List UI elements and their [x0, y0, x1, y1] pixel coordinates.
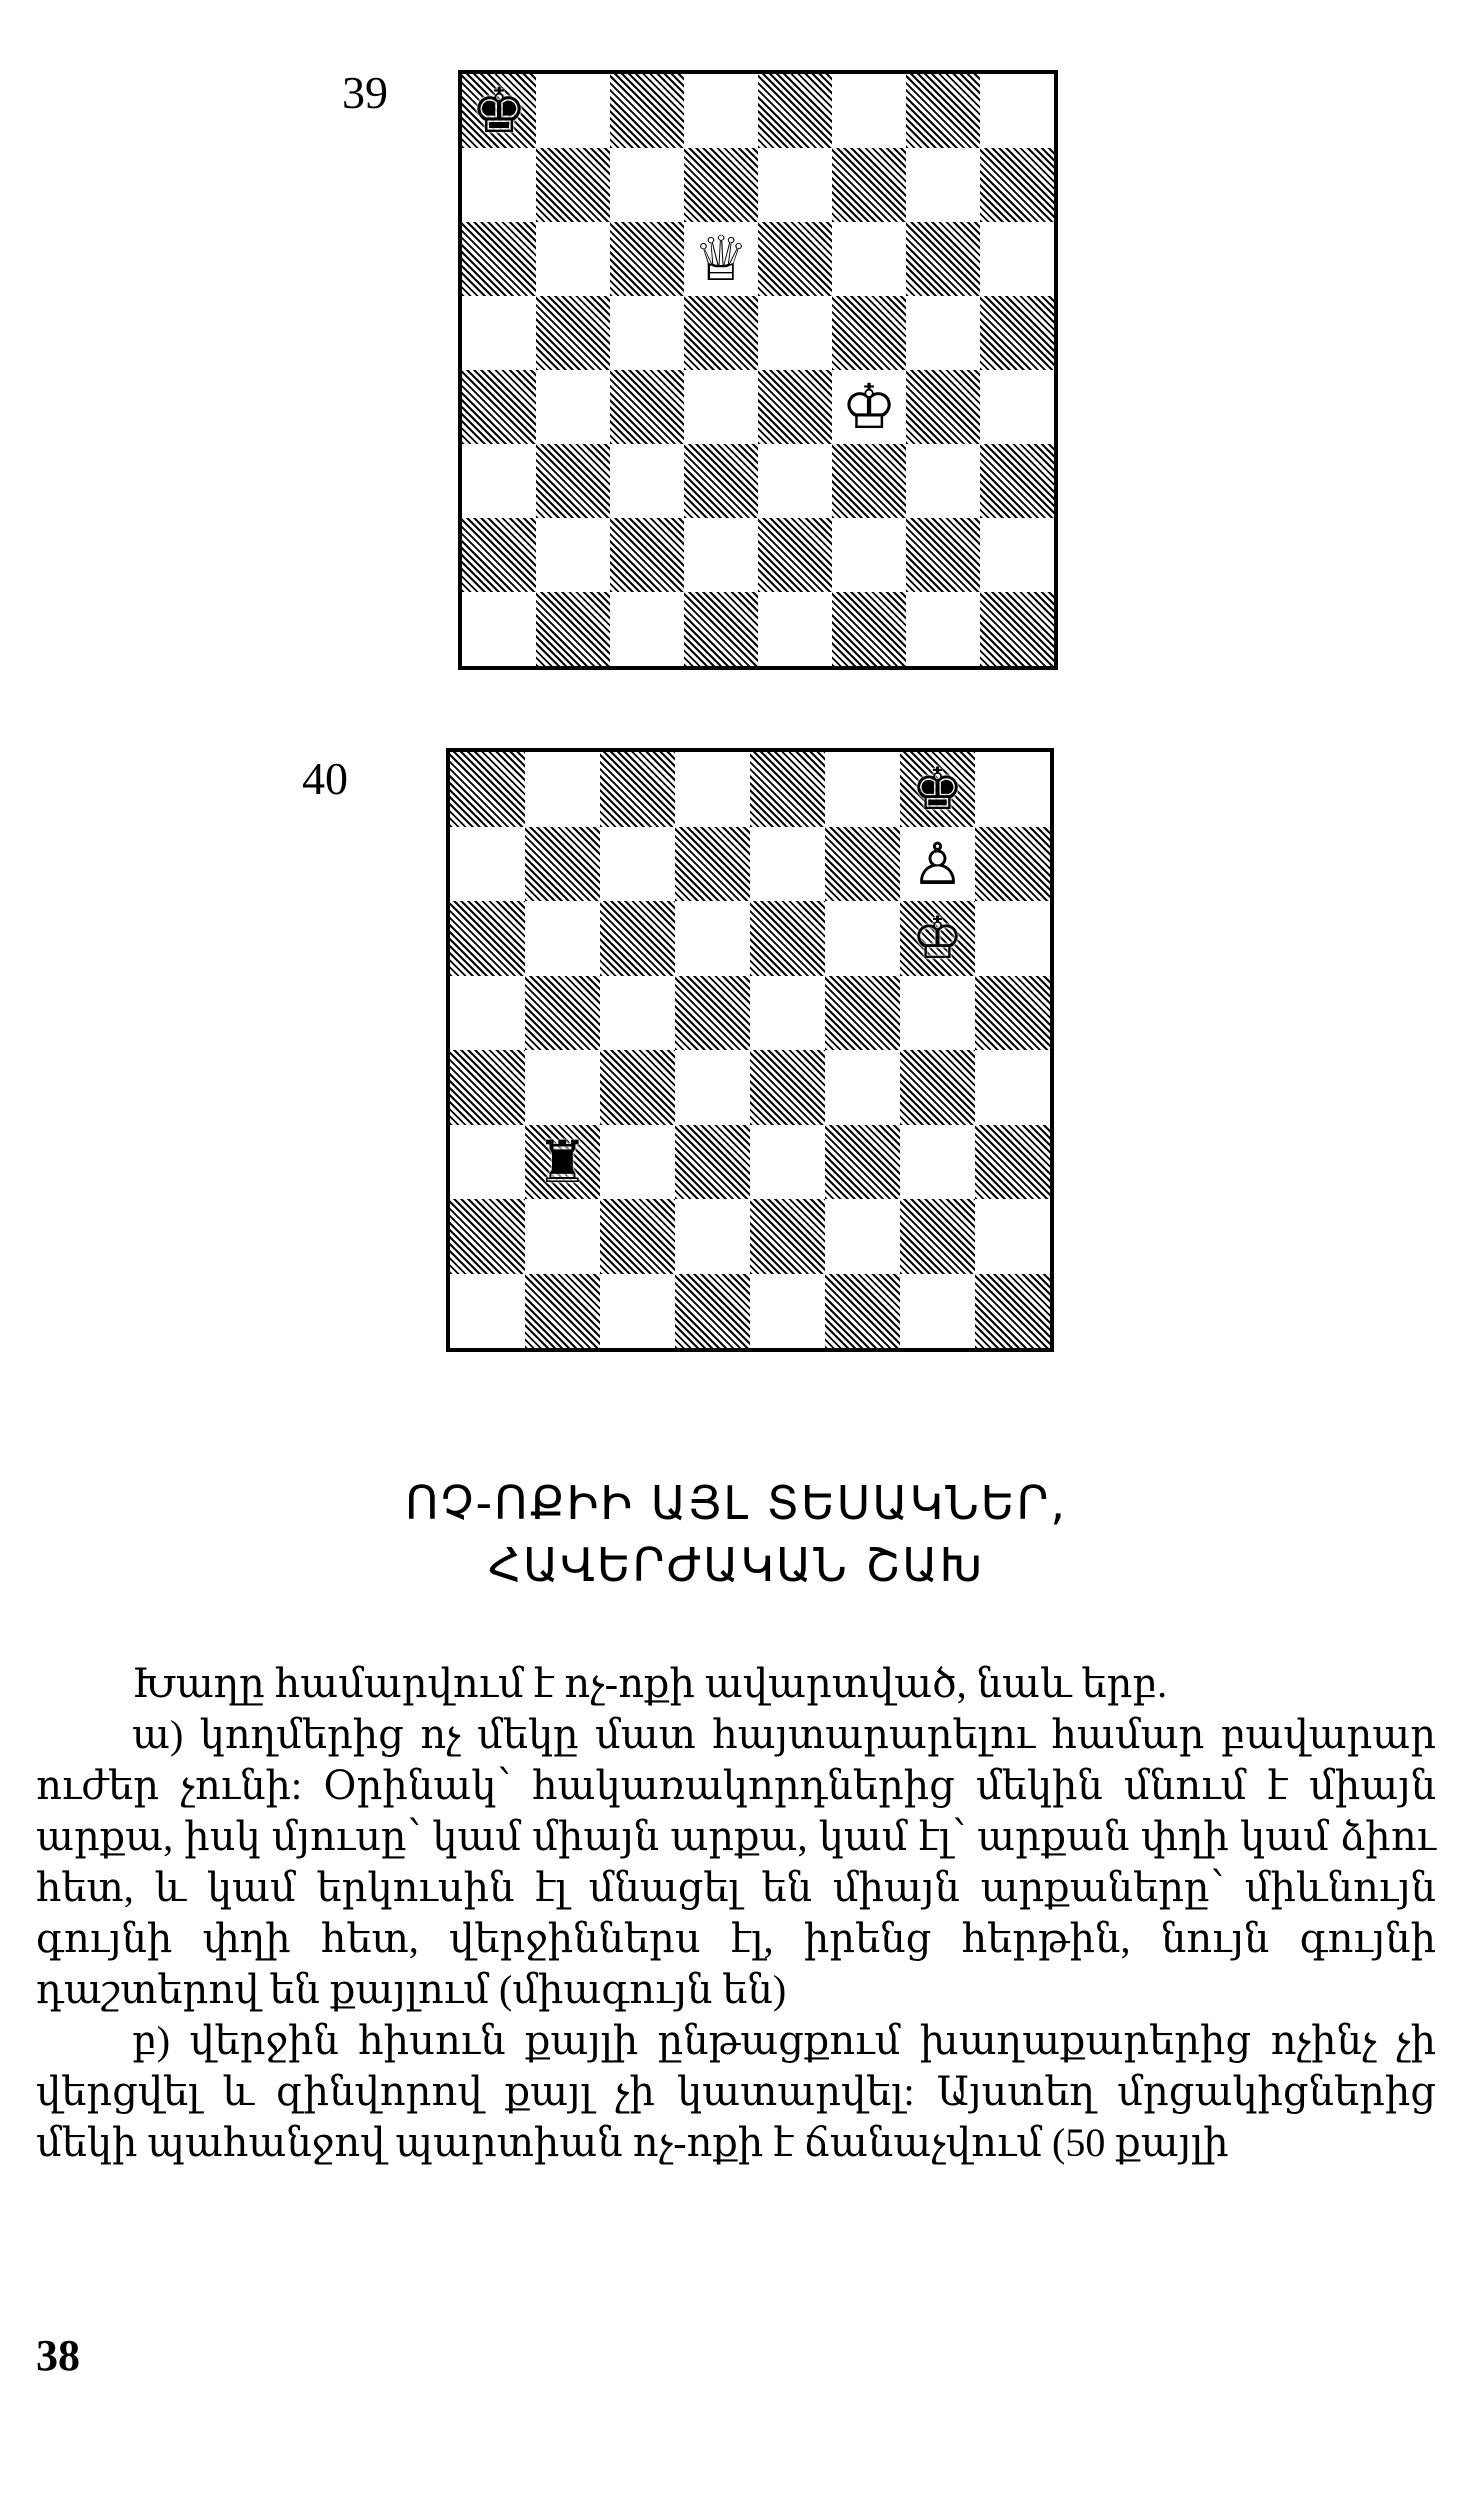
board-square-d2 [684, 518, 758, 592]
board-square-d7 [675, 827, 750, 902]
board-square-g5 [906, 296, 980, 370]
board-square-b1 [525, 1274, 600, 1349]
board-square-g3 [906, 444, 980, 518]
page-number: 38 [36, 2331, 80, 2380]
board-square-f7 [832, 148, 906, 222]
board-square-a5 [462, 296, 536, 370]
board-square-g8 [906, 74, 980, 148]
board-square-h4 [980, 370, 1054, 444]
board-square-e1 [758, 592, 832, 666]
board-square-h7 [980, 148, 1054, 222]
board-square-a6 [450, 901, 525, 976]
board-square-g1 [906, 592, 980, 666]
board-square-c1 [600, 1274, 675, 1349]
board-square-e6 [758, 222, 832, 296]
board-square-d5 [675, 976, 750, 1051]
board-square-b3 [525, 1125, 600, 1200]
board-square-h8 [975, 752, 1050, 827]
board-square-d3 [684, 444, 758, 518]
board-square-d8 [675, 752, 750, 827]
board-square-e3 [758, 444, 832, 518]
board-square-d1 [675, 1274, 750, 1349]
board-square-h8 [980, 74, 1054, 148]
board-square-g7 [906, 148, 980, 222]
board-square-c8 [600, 752, 675, 827]
board-square-f6 [825, 901, 900, 976]
chess-piece-white-d6: ♕ [693, 222, 749, 295]
board-square-c5 [610, 296, 684, 370]
board-square-g8 [900, 752, 975, 827]
board-square-g3 [900, 1125, 975, 1200]
board-square-h3 [980, 444, 1054, 518]
section-heading [0, 1472, 1472, 1596]
board-square-e1 [750, 1274, 825, 1349]
board-square-f7 [825, 827, 900, 902]
board-square-d4 [675, 1050, 750, 1125]
board-square-a5 [450, 976, 525, 1051]
board-square-g2 [906, 518, 980, 592]
board-square-f2 [832, 518, 906, 592]
board-square-h2 [975, 1199, 1050, 1274]
board-square-a8 [450, 752, 525, 827]
chess-board-diagram-40 [446, 748, 1054, 1352]
board-square-g5 [900, 976, 975, 1051]
board-square-e2 [750, 1199, 825, 1274]
board-square-c2 [600, 1199, 675, 1274]
paragraph-intro: Խաղը համարվում է ոչ-ոքի ավարտված, նաև երբ. [132, 1661, 1168, 1706]
board-square-d6 [675, 901, 750, 976]
board-square-b1 [536, 592, 610, 666]
board-square-f3 [825, 1125, 900, 1200]
board-square-a7 [462, 148, 536, 222]
board-square-a4 [462, 370, 536, 444]
section-heading-line-1: ՈՉ-ՈՔԻԻ ԱՅԼ ՏԵՍԱԿՆԵՐ, [404, 1476, 1067, 1530]
board-square-b5 [525, 976, 600, 1051]
board-square-f8 [832, 74, 906, 148]
board-square-f5 [832, 296, 906, 370]
board-square-g6 [900, 901, 975, 976]
board-square-c5 [600, 976, 675, 1051]
board-square-f4 [825, 1050, 900, 1125]
board-square-c7 [600, 827, 675, 902]
section-heading-line-2: ՀԱՎԵՐԺԱԿԱՆ ՇԱԽ [488, 1538, 984, 1592]
board-square-d8 [684, 74, 758, 148]
board-square-e8 [758, 74, 832, 148]
board-square-c4 [600, 1050, 675, 1125]
board-square-h5 [975, 976, 1050, 1051]
board-square-e5 [750, 976, 825, 1051]
board-square-a7 [450, 827, 525, 902]
board-square-d7 [684, 148, 758, 222]
board-square-d2 [675, 1199, 750, 1274]
board-square-b7 [525, 827, 600, 902]
board-square-g6 [906, 222, 980, 296]
diagram-number-39: 39 [342, 67, 388, 118]
board-square-g7 [900, 827, 975, 902]
board-square-f6 [832, 222, 906, 296]
board-square-c7 [610, 148, 684, 222]
board-square-c4 [610, 370, 684, 444]
board-square-g2 [900, 1199, 975, 1274]
chess-piece-black-a8: ♚ [471, 74, 527, 147]
board-square-a2 [450, 1199, 525, 1274]
board-square-b7 [536, 148, 610, 222]
board-square-d6 [684, 222, 758, 296]
board-square-d5 [684, 296, 758, 370]
board-square-h5 [980, 296, 1054, 370]
board-square-b4 [525, 1050, 600, 1125]
board-square-d3 [675, 1125, 750, 1200]
board-square-c6 [600, 901, 675, 976]
board-square-b2 [536, 518, 610, 592]
board-square-h2 [980, 518, 1054, 592]
board-square-f2 [825, 1199, 900, 1274]
board-square-e8 [750, 752, 825, 827]
chess-board-diagram-39 [458, 70, 1058, 670]
board-square-e3 [750, 1125, 825, 1200]
board-square-e5 [758, 296, 832, 370]
board-square-a3 [462, 444, 536, 518]
board-square-a4 [450, 1050, 525, 1125]
chess-piece-white-f4: ♔ [841, 370, 897, 443]
board-square-h3 [975, 1125, 1050, 1200]
board-square-c6 [610, 222, 684, 296]
board-square-g4 [900, 1050, 975, 1125]
board-square-b6 [525, 901, 600, 976]
board-square-e2 [758, 518, 832, 592]
board-square-f8 [825, 752, 900, 827]
board-square-a8 [462, 74, 536, 148]
paragraph-a: ա) կողմերից ոչ մեկը մատ հայտարարելու համար բավարար ուժեր չունի: Օրինակ՝ հակառակորդներից մեկին մնում է միայն արքա, իսկ մյուսը՝ կամ միայն արքա, կամ էլ՝ արքան փղի կամ ձիու հետ, և կամ երկուսին էլ մնացել են միայն արքաները՝ միևնույն գույնի փղի հետ, վերջիններս էլ, իրենց հերթին, նույն գույնի դաշտերով են քայլում (միագույն են) [36, 1712, 1436, 2012]
board-square-f1 [832, 592, 906, 666]
board-square-h7 [975, 827, 1050, 902]
board-square-b2 [525, 1199, 600, 1274]
board-square-b3 [536, 444, 610, 518]
board-square-c1 [610, 592, 684, 666]
board-square-c2 [610, 518, 684, 592]
board-square-b8 [525, 752, 600, 827]
board-square-b4 [536, 370, 610, 444]
board-square-b8 [536, 74, 610, 148]
board-square-e4 [750, 1050, 825, 1125]
board-square-g1 [900, 1274, 975, 1349]
board-square-a1 [450, 1274, 525, 1349]
board-square-f1 [825, 1274, 900, 1349]
board-square-g4 [906, 370, 980, 444]
board-square-b6 [536, 222, 610, 296]
board-square-e6 [750, 901, 825, 976]
chess-piece-black-g8: ♚ [911, 755, 964, 824]
chess-piece-black-b3: ♜ [536, 1127, 589, 1196]
board-square-f4 [832, 370, 906, 444]
board-square-b5 [536, 296, 610, 370]
board-square-e4 [758, 370, 832, 444]
diagram-number-40: 40 [302, 753, 348, 804]
board-square-h4 [975, 1050, 1050, 1125]
board-square-d1 [684, 592, 758, 666]
board-square-a2 [462, 518, 536, 592]
board-square-a3 [450, 1125, 525, 1200]
board-square-c3 [600, 1125, 675, 1200]
board-square-h6 [980, 222, 1054, 296]
board-square-e7 [758, 148, 832, 222]
board-square-h1 [980, 592, 1054, 666]
board-square-h6 [975, 901, 1050, 976]
chess-piece-white-g6: ♔ [911, 904, 964, 973]
chess-piece-white-g7: ♙ [911, 829, 964, 898]
board-square-c8 [610, 74, 684, 148]
paragraph-b: բ) վերջին հիսուն քայլի ընթացքում խաղաքարերից ոչինչ չի վերցվել և զինվորով քայլ չի կատարվել: Այստեղ մրցակիցներից մեկի պահանջով պարտիան ոչ-ոքի է ճանաչվում (50 քայլի [36, 2018, 1436, 2165]
board-square-e7 [750, 827, 825, 902]
board-square-a1 [462, 592, 536, 666]
board-square-f3 [832, 444, 906, 518]
board-square-c3 [610, 444, 684, 518]
board-square-a6 [462, 222, 536, 296]
board-square-d4 [684, 370, 758, 444]
board-square-f5 [825, 976, 900, 1051]
board-square-h1 [975, 1274, 1050, 1349]
